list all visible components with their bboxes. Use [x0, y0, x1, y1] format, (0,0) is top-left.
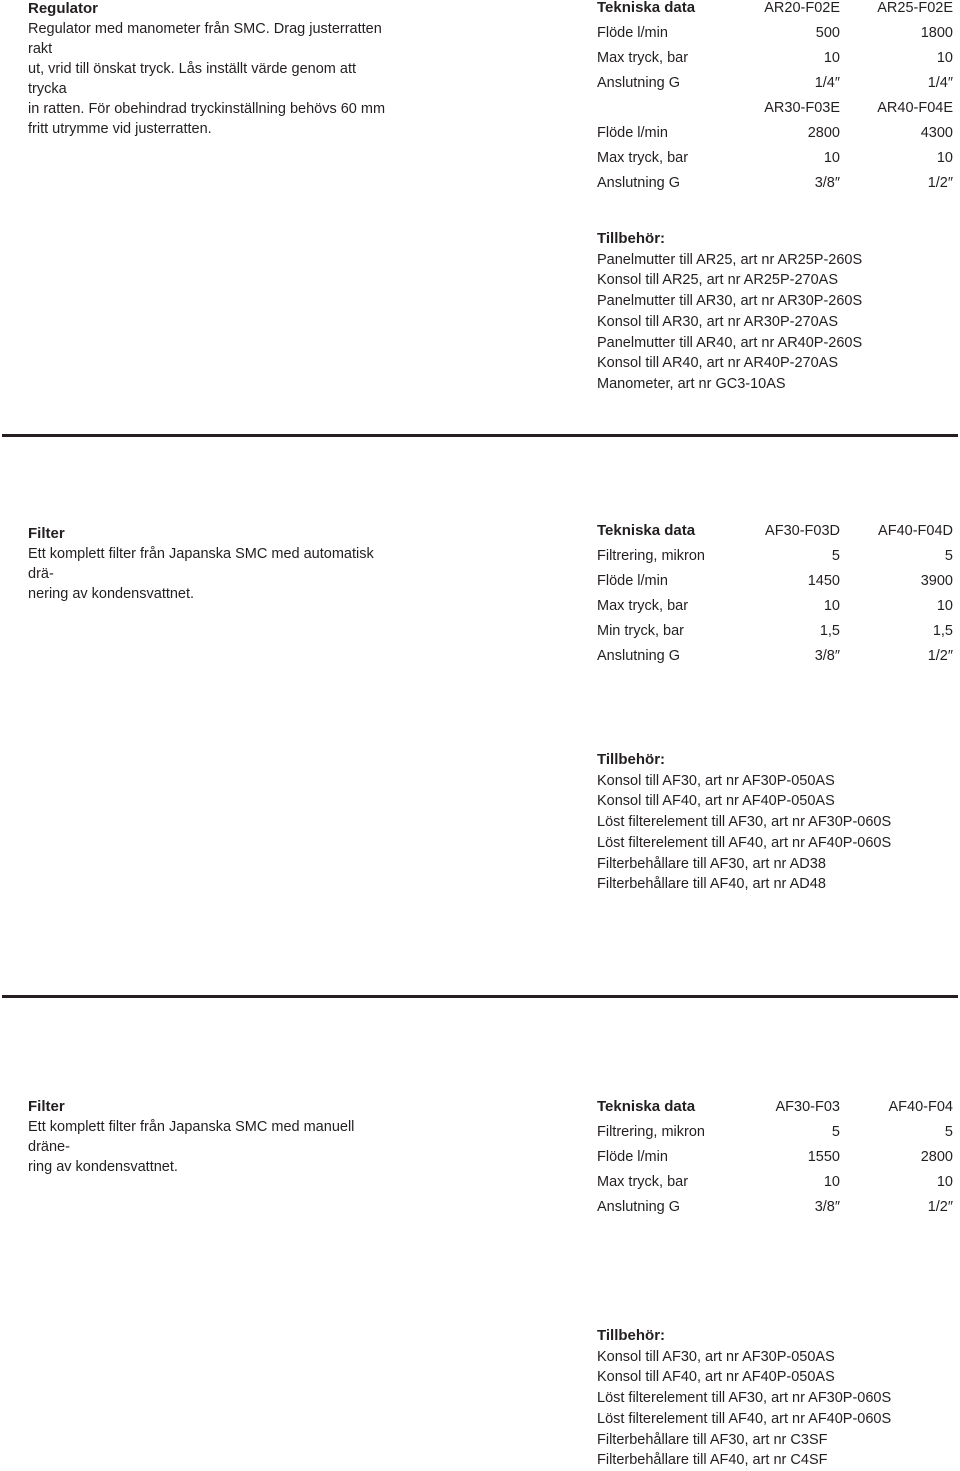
list-item: Konsol till AF30, art nr AF30P-050AS [597, 1348, 835, 1365]
section-title: Filter [28, 525, 65, 542]
row-value: 3/8″ [814, 1199, 840, 1215]
row-value: 10 [823, 150, 840, 166]
model-header: AF40-F04 [888, 1099, 953, 1115]
accessories-title: Tillbehör: [597, 1327, 666, 1344]
row-value: 3900 [920, 573, 953, 589]
description-line: Regulator med manometer från SMC. Drag justerratten rakt [28, 21, 382, 57]
table-row [597, 123, 953, 148]
list-item: Konsol till AF40, art nr AF40P-050AS [597, 793, 835, 810]
row-label: Max tryck, bar [597, 1174, 689, 1190]
list-item: Konsol till AF40, art nr AF40P-050AS [597, 1369, 835, 1386]
row-value: 10 [936, 150, 953, 166]
row-value: 1,5 [819, 623, 840, 639]
table-row [597, 173, 953, 198]
row-label: Flöde l/min [597, 573, 668, 589]
row-value: 5 [944, 548, 953, 564]
accessories-title: Tillbehör: [597, 230, 666, 247]
row-value: 1800 [920, 25, 953, 41]
list-item: Löst filterelement till AF40, art nr AF40P-060S [597, 1410, 892, 1427]
row-label: Filtrering, mikron [597, 548, 705, 564]
row-value: 2800 [807, 125, 840, 141]
row-label: Filtrering, mikron [597, 1124, 705, 1140]
section-title: Filter [28, 1098, 65, 1115]
table-row [597, 1197, 953, 1222]
row-value: 10 [823, 598, 840, 614]
section-divider [2, 434, 958, 437]
section-description [28, 544, 398, 604]
list-item: Löst filterelement till AF40, art nr AF40P-060S [597, 834, 892, 851]
description-line: Ett komplett filter från Japanska SMC med manuell dräne- [28, 1119, 355, 1155]
row-value: 1/2″ [927, 175, 953, 191]
list-item: Filterbehållare till AF30, art nr AD38 [597, 855, 826, 872]
row-value: 3/8″ [814, 648, 840, 664]
row-label: Max tryck, bar [597, 150, 689, 166]
list-item: Panelmutter till AR25, art nr AR25P-260S [597, 251, 863, 268]
table-row [597, 621, 953, 646]
regulator-intro [28, 0, 398, 139]
table-row [597, 646, 953, 671]
row-value: 1450 [807, 573, 840, 589]
list-item: Löst filterelement till AF30, art nr AF30P-060S [597, 1390, 892, 1407]
description-line: Ett komplett filter från Japanska SMC med automatisk drä- [28, 546, 374, 582]
list-item: Konsol till AR40, art nr AR40P-270AS [597, 355, 838, 372]
model-header: AR25-F02E [877, 0, 953, 16]
table-row [597, 596, 953, 621]
row-value: 1/2″ [927, 1199, 953, 1215]
table-row [597, 1147, 953, 1172]
tech-data-table [597, 521, 953, 671]
model-header: AF40-F04D [878, 523, 953, 539]
row-value: 5 [831, 1124, 840, 1140]
table-row [597, 23, 953, 48]
accessories-list [597, 750, 957, 895]
row-value: 10 [823, 1174, 840, 1190]
tech-data-table [597, 1097, 953, 1222]
tech-data-table [597, 0, 953, 198]
row-label: Flöde l/min [597, 1149, 668, 1165]
list-item: Filterbehållare till AF40, art nr C4SF [597, 1452, 828, 1469]
row-label: Flöde l/min [597, 25, 668, 41]
tech-data-heading: Tekniska data [597, 522, 696, 539]
filter-auto-intro [28, 524, 398, 604]
row-label: Min tryck, bar [597, 623, 685, 639]
accessories-title: Tillbehör: [597, 751, 666, 768]
table-row [597, 1172, 953, 1197]
description-line: fritt utrymme vid justerratten. [28, 121, 212, 137]
row-value: 1/2″ [927, 648, 953, 664]
table-header-row [597, 1097, 953, 1122]
model-header: AF30-F03D [765, 523, 840, 539]
row-value: 10 [936, 50, 953, 66]
row-value: 10 [936, 598, 953, 614]
row-value: 10 [936, 1174, 953, 1190]
list-item: Manometer, art nr GC3-10AS [597, 375, 786, 392]
table-header-row [597, 521, 953, 546]
list-item: Konsol till AF30, art nr AF30P-050AS [597, 772, 835, 789]
filter-manual-intro [28, 1097, 398, 1177]
row-value: 1/4″ [814, 75, 840, 91]
table-row [597, 546, 953, 571]
accessories-list [597, 229, 957, 395]
section-description [28, 1117, 398, 1177]
row-value: 5 [944, 1124, 953, 1140]
row-value: 1550 [807, 1149, 840, 1165]
list-item: Filterbehållare till AF40, art nr AD48 [597, 876, 826, 893]
row-value: 1,5 [932, 623, 953, 639]
section-divider [2, 995, 958, 998]
row-label: Max tryck, bar [597, 50, 689, 66]
description-line: in ratten. För obehindrad tryckinställning behövs 60 mm [28, 101, 386, 117]
model-header: AR40-F04E [877, 100, 953, 116]
row-label: Anslutning G [597, 1199, 681, 1215]
model-header: AR30-F03E [764, 100, 840, 116]
table-row [597, 1122, 953, 1147]
accessories-list [597, 1326, 957, 1471]
row-label: Flöde l/min [597, 125, 668, 141]
table-header-row [597, 98, 953, 123]
description-line: ut, vrid till önskat tryck. Lås inställt värde genom att trycka [28, 61, 356, 97]
row-label: Anslutning G [597, 75, 681, 91]
table-row [597, 571, 953, 596]
row-value: 500 [815, 25, 840, 41]
row-label: Anslutning G [597, 648, 681, 664]
row-value: 5 [831, 548, 840, 564]
tech-data-heading: Tekniska data [597, 1098, 696, 1115]
list-item: Konsol till AR25, art nr AR25P-270AS [597, 272, 838, 289]
row-value: 2800 [920, 1149, 953, 1165]
list-item: Löst filterelement till AF30, art nr AF30P-060S [597, 814, 892, 831]
model-header: AF30-F03 [775, 1099, 840, 1115]
description-line: nering av kondensvattnet. [28, 586, 195, 602]
list-item: Filterbehållare till AF30, art nr C3SF [597, 1431, 828, 1448]
table-row [597, 48, 953, 73]
tech-data-heading: Tekniska data [597, 0, 696, 16]
row-value: 3/8″ [814, 175, 840, 191]
row-label: Anslutning G [597, 175, 681, 191]
table-row [597, 73, 953, 98]
description-line: ring av kondensvattnet. [28, 1159, 178, 1175]
row-value: 4300 [920, 125, 953, 141]
row-value: 1/4″ [927, 75, 953, 91]
section-description [28, 19, 398, 139]
section-title: Regulator [28, 0, 99, 17]
table-header-row [597, 0, 953, 23]
row-value: 10 [823, 50, 840, 66]
model-header: AR20-F02E [764, 0, 840, 16]
list-item: Panelmutter till AR40, art nr AR40P-260S [597, 334, 863, 351]
list-item: Konsol till AR30, art nr AR30P-270AS [597, 313, 838, 330]
row-label: Max tryck, bar [597, 598, 689, 614]
list-item: Panelmutter till AR30, art nr AR30P-260S [597, 293, 863, 310]
table-row [597, 148, 953, 173]
